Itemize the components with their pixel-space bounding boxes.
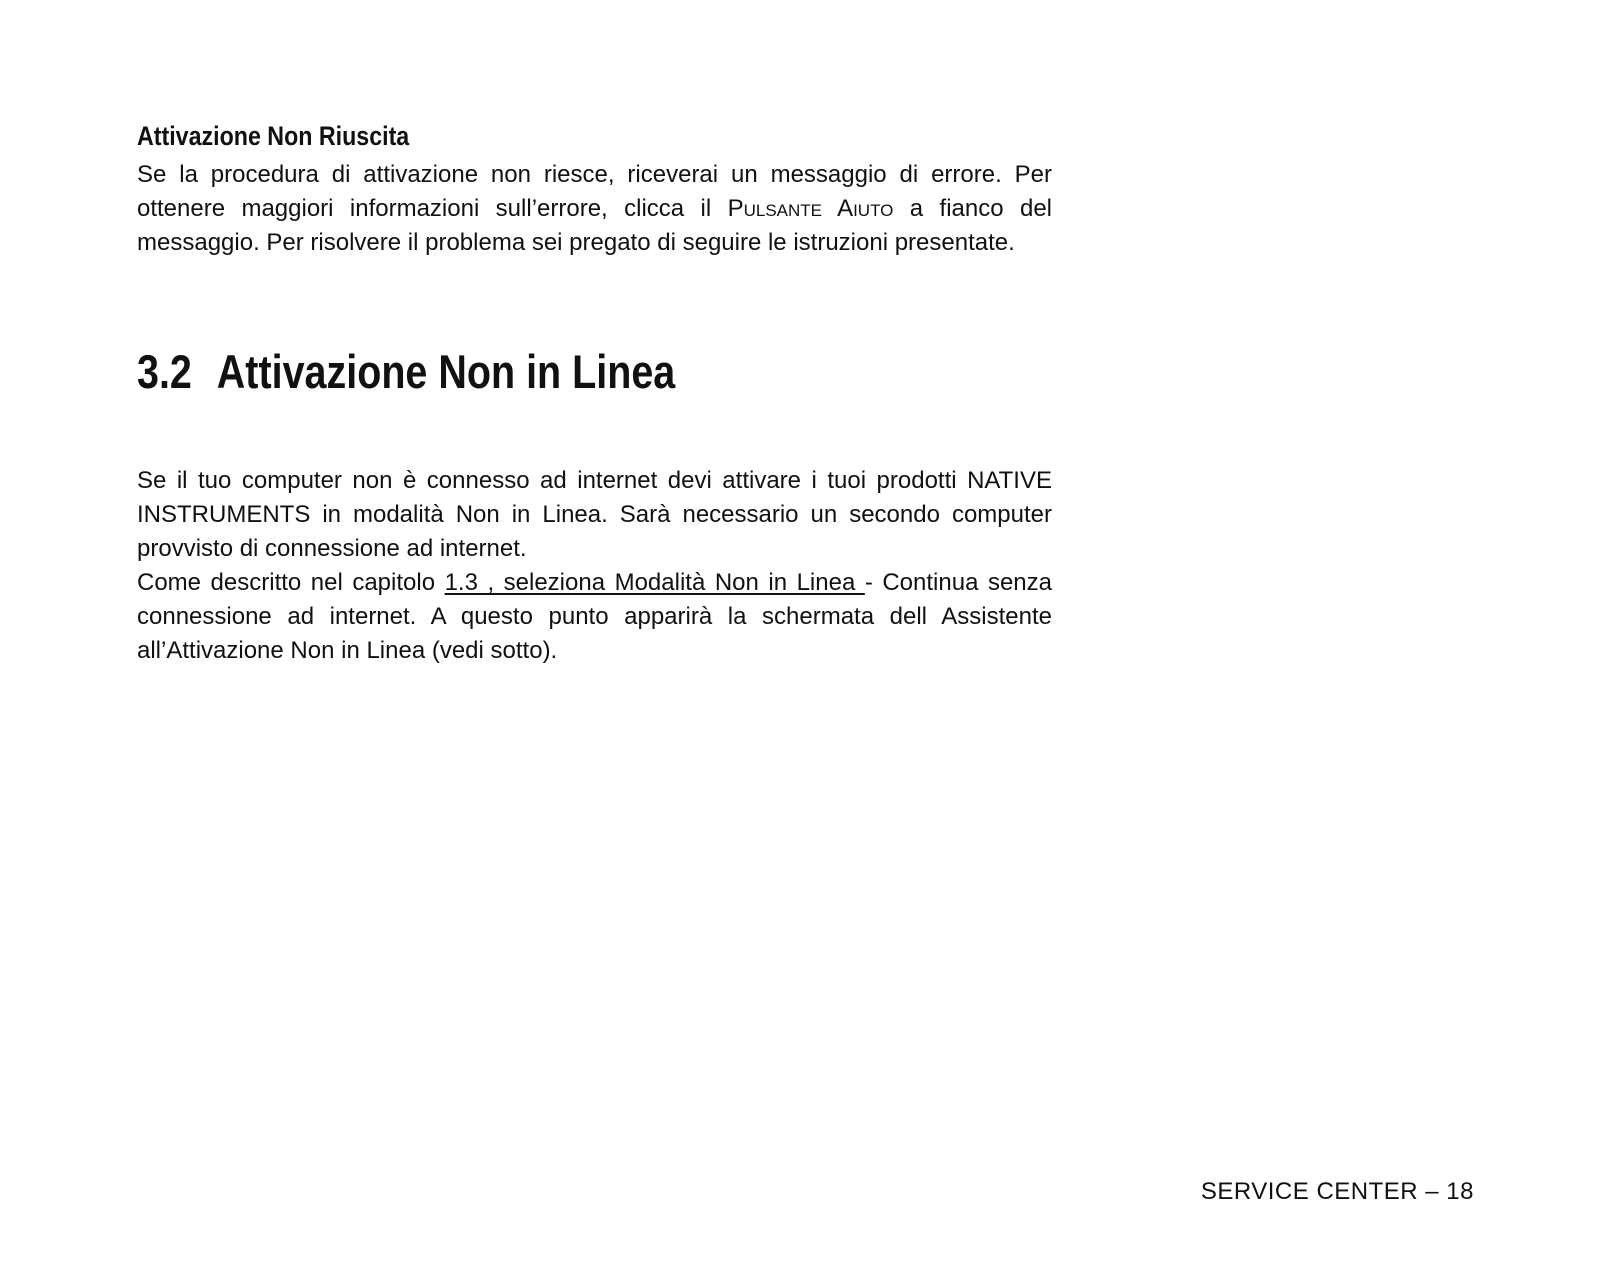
offline-instructions-paragraph <box>137 566 1052 668</box>
instructions-text-start: Come descritto nel capitolo <box>137 569 445 596</box>
section-number: 3.2 <box>137 345 192 398</box>
subsection-heading: Attivazione Non Riuscita <box>137 121 410 151</box>
page-footer: SERVICE CENTER – 18 <box>1200 1178 1474 1205</box>
instructions-text-end: - Continua senza connessione ad internet. A questo punto apparirà la schermata dell Assistente all’Attivazione Non in Linea (vedi sotto). <box>137 569 1052 664</box>
failure-paragraph <box>137 158 1052 260</box>
failure-text-end: a fianco del messaggio. Per risolvere il problema sei pregato di seguire le istruzioni presentate. <box>137 195 1052 256</box>
help-button-reference: Pulsante Aiuto <box>727 195 894 222</box>
offline-intro-paragraph: Se il tuo computer non è connesso ad internet devi attivare i tuoi prodotti NATIVE INSTRUMENTS in modalità Non in Linea. Sarà necessario un secondo computer provvisto di connessione ad internet. <box>137 467 1052 562</box>
chapter-cross-reference-link[interactable]: 1.3 , seleziona Modalità Non in Linea <box>444 569 865 596</box>
failure-text-start: Se la procedura di attivazione non riesce, riceverai un messaggio di errore. Per ottenere maggiori informazioni sull’errore, clicca il <box>137 161 1052 222</box>
section-title-text: Attivazione Non in Linea <box>216 345 676 398</box>
section-heading <box>137 344 675 400</box>
